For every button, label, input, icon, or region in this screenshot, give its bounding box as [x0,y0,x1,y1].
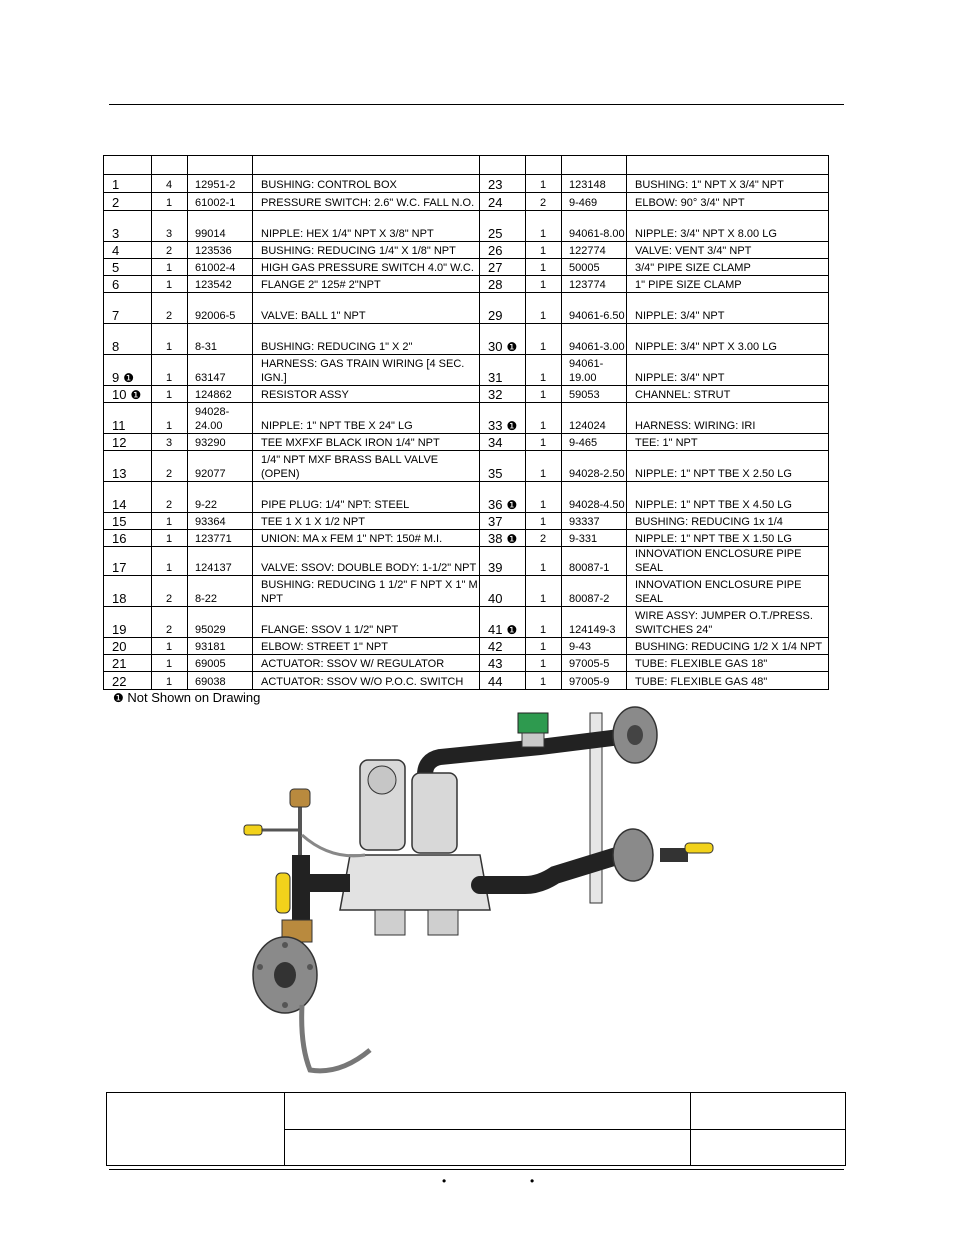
quantity-cell: 1 [526,355,562,386]
item-number: 39 [488,560,503,575]
part-number-cell: 9-465 [562,434,627,451]
item-number-cell [480,672,526,690]
item-number: 26 [488,243,503,258]
title-block-cell [691,1093,846,1130]
table-row [104,175,829,193]
part-number-cell: 12951-2 [188,175,253,193]
part-number-cell: 94061-3.00 [562,324,627,355]
item-number: 31 [488,370,503,385]
table-row [104,655,829,672]
item-number: 30 [488,339,503,354]
part-number-cell: 97005-5 [562,655,627,672]
header-cell [480,156,526,175]
part-number-cell: 94061-8.00 [562,211,627,242]
quantity-cell: 3 [152,434,188,451]
item-number: 10 [112,387,127,402]
title-block-cell [285,1093,691,1130]
item-number: 42 [488,639,503,654]
title-block-cell [691,1129,846,1166]
title-block-cell [107,1093,285,1166]
part-number-cell: 9-43 [562,638,627,655]
description-cell: ACTUATOR: SSOV W/O P.O.C. SWITCH [253,672,480,690]
part-number-cell: 95029 [188,607,253,638]
description-cell: BUSHING: REDUCING 1/2 X 1/4 NPT [627,638,829,655]
item-number-cell [104,638,152,655]
item-number-cell [480,547,526,576]
item-number: 23 [488,177,503,192]
quantity-cell: 1 [152,513,188,530]
item-number: 44 [488,674,503,689]
part-number-cell: 59053 [562,386,627,403]
part-number-cell: 69038 [188,672,253,690]
item-number-cell [104,242,152,259]
item-number: 40 [488,591,503,606]
table-row [104,672,829,690]
table-row [104,276,829,293]
quantity-cell: 1 [526,211,562,242]
item-number: 38 [488,531,503,546]
description-cell: 3/4" PIPE SIZE CLAMP [627,259,829,276]
item-number: 21 [112,656,127,671]
quantity-cell: 1 [526,324,562,355]
item-number-cell [480,530,526,547]
description-cell: RESISTOR ASSY [253,386,480,403]
description-cell: PRESSURE SWITCH: 2.6" W.C. FALL N.O. [253,193,480,211]
item-number: 37 [488,514,503,529]
part-number-cell: 9-331 [562,530,627,547]
quantity-cell: 1 [526,451,562,482]
item-number-cell [480,403,526,434]
quantity-cell: 2 [152,576,188,607]
quantity-cell: 2 [526,530,562,547]
not-shown-marker: ❶ [506,532,518,546]
quantity-cell: 3 [152,211,188,242]
quantity-cell: 2 [526,193,562,211]
item-number-cell [480,259,526,276]
item-number-cell [104,355,152,386]
item-number-cell [480,513,526,530]
part-number-cell: 123536 [188,242,253,259]
table-row [104,259,829,276]
table-row [104,193,829,211]
quantity-cell: 2 [152,293,188,324]
description-cell: 1/4" NPT MXF BRASS BALL VALVE (OPEN) [253,451,480,482]
item-number-cell [104,175,152,193]
quantity-cell: 1 [152,259,188,276]
quantity-cell: 2 [152,451,188,482]
quantity-cell: 1 [526,482,562,513]
description-cell: CHANNEL: STRUT [627,386,829,403]
item-number: 5 [112,260,120,275]
item-number: 33 [488,418,503,433]
table-row [104,386,829,403]
item-number: 34 [488,435,503,450]
part-number-cell: 61002-4 [188,259,253,276]
item-number-cell [480,193,526,211]
table-row [104,576,829,607]
description-cell: PIPE PLUG: 1/4" NPT: STEEL [253,482,480,513]
part-number-cell: 94028-24.00 [188,403,253,434]
quantity-cell: 1 [526,655,562,672]
item-number: 13 [112,466,127,481]
item-number-cell [104,434,152,451]
item-number: 24 [488,195,503,210]
header-rule [109,104,844,105]
footnote-text: Not Shown on Drawing [127,690,261,705]
header-cell [152,156,188,175]
item-number-cell [104,451,152,482]
item-number-cell [104,513,152,530]
item-number-cell [480,607,526,638]
footnote-mark: ❶ [113,691,124,705]
description-cell: ELBOW: 90° 3/4" NPT [627,193,829,211]
description-cell: NIPPLE: 1" NPT TBE X 1.50 LG [627,530,829,547]
item-number-cell [480,211,526,242]
quantity-cell: 1 [526,672,562,690]
quantity-cell: 1 [526,513,562,530]
description-cell: NIPPLE: 3/4" NPT [627,355,829,386]
description-cell: HIGH GAS PRESSURE SWITCH 4.0" W.C. [253,259,480,276]
part-number-cell: 94028-2.50 [562,451,627,482]
part-number-cell: 80087-2 [562,576,627,607]
part-number-cell: 94061-6.50 [562,293,627,324]
quantity-cell: 1 [152,386,188,403]
footer-bullet-right: • [530,1174,535,1188]
description-cell: NIPPLE: HEX 1/4" NPT X 3/8" NPT [253,211,480,242]
quantity-cell: 1 [152,638,188,655]
item-number: 14 [112,497,127,512]
description-cell: TEE 1 X 1 X 1/2 NPT [253,513,480,530]
quantity-cell: 1 [152,672,188,690]
quantity-cell: 1 [526,607,562,638]
table-row [104,607,829,638]
part-number-cell: 8-31 [188,324,253,355]
item-number-cell [480,655,526,672]
table-row [104,324,829,355]
footer-rule [109,1169,844,1170]
description-cell: BUSHING: 1" NPT X 3/4" NPT [627,175,829,193]
item-number: 11 [112,418,126,433]
quantity-cell: 1 [526,386,562,403]
quantity-cell: 1 [526,434,562,451]
description-cell: WIRE ASSY: JUMPER O.T./PRESS. SWITCHES 24" [627,607,829,638]
part-number-cell: 99014 [188,211,253,242]
description-cell: 1" PIPE SIZE CLAMP [627,276,829,293]
description-cell: TEE: 1" NPT [627,434,829,451]
table-row [104,242,829,259]
part-number-cell: 80087-1 [562,547,627,576]
not-shown-marker: ❶ [123,371,134,385]
quantity-cell: 1 [152,193,188,211]
part-number-cell: 9-469 [562,193,627,211]
item-number-cell [104,482,152,513]
quantity-cell: 1 [152,355,188,386]
item-number-cell [104,530,152,547]
part-number-cell: 94028-4.50 [562,482,627,513]
item-number: 29 [488,308,503,323]
part-number-cell: 63147 [188,355,253,386]
part-number-cell: 122774 [562,242,627,259]
quantity-cell: 1 [526,576,562,607]
item-number: 25 [488,226,503,241]
item-number: 6 [112,277,120,292]
description-cell: NIPPLE: 3/4" NPT [627,293,829,324]
description-cell: BUSHING: REDUCING 1x 1/4 [627,513,829,530]
item-number: 1 [112,177,120,192]
item-number-cell [104,276,152,293]
part-number-cell: 123774 [562,276,627,293]
part-number-cell: 93181 [188,638,253,655]
description-cell: TUBE: FLEXIBLE GAS 48" [627,672,829,690]
item-number-cell [104,547,152,576]
description-cell: NIPPLE: 1" NPT TBE X 24" LG [253,403,480,434]
table-row [104,530,829,547]
description-cell: TUBE: FLEXIBLE GAS 18" [627,655,829,672]
description-cell: HARNESS: GAS TRAIN WIRING [4 SEC. IGN.] [253,355,480,386]
gas-train-drawing [240,705,720,1085]
item-number-cell [480,434,526,451]
item-number-cell [480,451,526,482]
table-row [104,513,829,530]
item-number-cell [104,259,152,276]
table-row [104,638,829,655]
part-number-cell: 123771 [188,530,253,547]
header-cell [562,156,627,175]
item-number: 4 [112,243,120,258]
not-shown-marker: ❶ [506,498,518,512]
parts-table-header-row [104,156,829,175]
item-number-cell [480,482,526,513]
item-number-cell [480,576,526,607]
quantity-cell: 1 [526,547,562,576]
quantity-cell: 1 [526,242,562,259]
quantity-cell: 1 [152,276,188,293]
description-cell: BUSHING: REDUCING 1 1/2" F NPT X 1" M NPT [253,576,480,607]
header-cell [253,156,480,175]
table-row [104,451,829,482]
description-cell: BUSHING: CONTROL BOX [253,175,480,193]
description-cell: HARNESS: WIRING: IRI [627,403,829,434]
part-number-cell: 124862 [188,386,253,403]
footnote [113,690,260,705]
quantity-cell: 1 [152,547,188,576]
item-number: 8 [112,339,120,354]
part-number-cell: 92006-5 [188,293,253,324]
item-number-cell [104,193,152,211]
description-cell: INNOVATION ENCLOSURE PIPE SEAL [627,547,829,576]
quantity-cell: 1 [526,276,562,293]
part-number-cell: 93290 [188,434,253,451]
item-number: 35 [488,466,503,481]
not-shown-marker: ❶ [506,623,518,637]
part-number-cell: 93337 [562,513,627,530]
quantity-cell: 2 [152,607,188,638]
description-cell: FLANGE: SSOV 1 1/2" NPT [253,607,480,638]
part-number-cell: 69005 [188,655,253,672]
description-cell: ELBOW: STREET 1" NPT [253,638,480,655]
part-number-cell: 61002-1 [188,193,253,211]
part-number-cell: 50005 [562,259,627,276]
quantity-cell: 1 [152,655,188,672]
table-row [104,403,829,434]
quantity-cell: 1 [152,324,188,355]
table-row [104,547,829,576]
description-cell: TEE MXFXF BLACK IRON 1/4" NPT [253,434,480,451]
part-number-cell: 94061-19.00 [562,355,627,386]
item-number-cell [104,655,152,672]
description-cell: BUSHING: REDUCING 1" X 2" [253,324,480,355]
header-cell [188,156,253,175]
title-block-cell [285,1129,691,1166]
table-row [104,482,829,513]
quantity-cell: 1 [526,175,562,193]
item-number: 18 [112,591,127,606]
description-cell: NIPPLE: 1" NPT TBE X 2.50 LG [627,451,829,482]
footer-bullet-left: • [442,1174,447,1188]
item-number-cell [104,607,152,638]
item-number: 15 [112,514,127,529]
item-number: 27 [488,260,503,275]
quantity-cell: 1 [526,403,562,434]
description-cell: VALVE: BALL 1" NPT [253,293,480,324]
part-number-cell: 8-22 [188,576,253,607]
item-number-cell [480,242,526,259]
table-row [104,434,829,451]
description-cell: ACTUATOR: SSOV W/ REGULATOR [253,655,480,672]
description-cell: UNION: MA x FEM 1" NPT: 150# M.I. [253,530,480,547]
header-cell [627,156,829,175]
item-number-cell [480,276,526,293]
item-number: 28 [488,277,503,292]
item-number: 9 [112,370,120,385]
item-number-cell [104,672,152,690]
part-number-cell: 92077 [188,451,253,482]
item-number-cell [104,211,152,242]
item-number-cell [104,386,152,403]
item-number: 22 [112,674,127,689]
table-row [104,293,829,324]
description-cell: VALVE: VENT 3/4" NPT [627,242,829,259]
item-number: 43 [488,656,503,671]
item-number: 2 [112,195,120,210]
quantity-cell: 1 [152,403,188,434]
description-cell: NIPPLE: 1" NPT TBE X 4.50 LG [627,482,829,513]
quantity-cell: 2 [152,482,188,513]
item-number: 20 [112,639,127,654]
item-number-cell [480,386,526,403]
quantity-cell: 1 [526,259,562,276]
header-cell [526,156,562,175]
item-number-cell [480,293,526,324]
quantity-cell: 4 [152,175,188,193]
header-cell [104,156,152,175]
item-number-cell [104,293,152,324]
not-shown-marker: ❶ [130,388,142,402]
item-number: 12 [112,435,127,450]
title-block [106,1092,846,1166]
quantity-cell: 1 [152,530,188,547]
part-number-cell: 124137 [188,547,253,576]
part-number-cell: 124149-3 [562,607,627,638]
part-number-cell: 124024 [562,403,627,434]
item-number: 16 [112,531,127,546]
item-number-cell [480,324,526,355]
parts-table [103,155,829,690]
item-number-cell [480,175,526,193]
not-shown-marker: ❶ [506,340,518,354]
table-row [104,211,829,242]
item-number: 41 [488,622,503,637]
item-number: 3 [112,226,120,241]
item-number-cell [480,638,526,655]
part-number-cell: 93364 [188,513,253,530]
item-number-cell [480,355,526,386]
not-shown-marker: ❶ [506,419,518,433]
item-number-cell [104,324,152,355]
quantity-cell: 1 [526,293,562,324]
part-number-cell: 9-22 [188,482,253,513]
item-number: 17 [112,560,127,575]
quantity-cell: 1 [526,638,562,655]
item-number: 32 [488,387,503,402]
table-row [104,355,829,386]
description-cell: VALVE: SSOV: DOUBLE BODY: 1-1/2" NPT [253,547,480,576]
description-cell: NIPPLE: 3/4" NPT X 3.00 LG [627,324,829,355]
item-number-cell [104,576,152,607]
description-cell: NIPPLE: 3/4" NPT X 8.00 LG [627,211,829,242]
description-cell: BUSHING: REDUCING 1/4" X 1/8" NPT [253,242,480,259]
part-number-cell: 97005-9 [562,672,627,690]
item-number: 36 [488,497,503,512]
description-cell: INNOVATION ENCLOSURE PIPE SEAL [627,576,829,607]
item-number-cell [104,403,152,434]
part-number-cell: 123542 [188,276,253,293]
quantity-cell: 2 [152,242,188,259]
part-number-cell: 123148 [562,175,627,193]
description-cell: FLANGE 2" 125# 2"NPT [253,276,480,293]
item-number: 19 [112,622,127,637]
item-number: 7 [112,308,120,323]
